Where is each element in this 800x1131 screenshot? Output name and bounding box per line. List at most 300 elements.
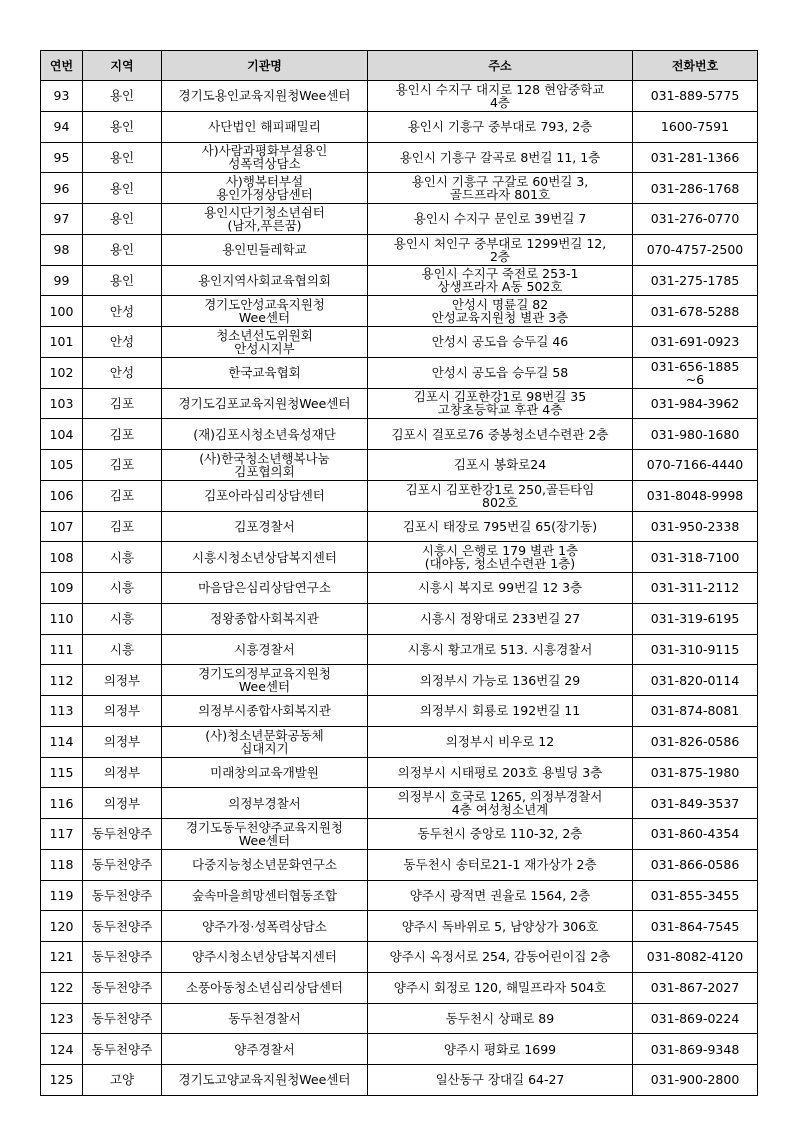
table-row bbox=[41, 603, 758, 634]
row-number: 108 bbox=[49, 549, 74, 565]
row-phone-cell bbox=[633, 942, 758, 973]
row-address-cell bbox=[368, 480, 633, 511]
row-organization: 사)행복터부설 용인가정상담센터 bbox=[216, 174, 313, 203]
header-address: 주소 bbox=[368, 51, 633, 81]
row-address: 양주시 광적면 권율로 1564, 2층 bbox=[409, 887, 591, 903]
row-phone: 031-900-2800 bbox=[650, 1072, 740, 1088]
directory-table bbox=[40, 50, 758, 1096]
row-address-cell bbox=[368, 296, 633, 327]
row-region: 김포 bbox=[109, 488, 135, 504]
table-row bbox=[41, 419, 758, 450]
row-number-cell bbox=[41, 81, 83, 112]
row-number: 95 bbox=[53, 149, 70, 165]
row-phone: 031-826-0586 bbox=[650, 734, 740, 750]
row-organization-cell bbox=[162, 388, 368, 419]
row-address-cell bbox=[368, 696, 633, 727]
row-number-cell bbox=[41, 1065, 83, 1096]
row-region: 안성 bbox=[109, 334, 135, 350]
row-organization: 경기도용인교육지원청Wee센터 bbox=[178, 88, 351, 104]
row-region: 용인 bbox=[109, 180, 135, 196]
row-region-cell bbox=[83, 357, 162, 388]
row-number: 96 bbox=[53, 180, 70, 196]
row-phone: 031-678-5288 bbox=[650, 303, 740, 319]
row-region: 용인 bbox=[109, 272, 135, 288]
table-row bbox=[41, 819, 758, 850]
table-row bbox=[41, 696, 758, 727]
row-address-cell bbox=[368, 942, 633, 973]
row-number-cell bbox=[41, 204, 83, 235]
table-row bbox=[41, 173, 758, 204]
row-phone-cell bbox=[633, 450, 758, 481]
row-phone: 031-984-3962 bbox=[650, 395, 740, 411]
row-region: 동두천양주 bbox=[91, 826, 153, 842]
row-organization: (재)김포시청소년육성재단 bbox=[193, 426, 336, 442]
row-number-cell bbox=[41, 450, 83, 481]
row-address: 시흥시 은행로 179 별관 1층 (대야동, 청소년수련관 1층) bbox=[421, 543, 579, 572]
row-organization-cell bbox=[162, 603, 368, 634]
row-address-cell bbox=[368, 81, 633, 112]
table-row bbox=[41, 911, 758, 942]
table-row bbox=[41, 726, 758, 757]
row-phone: 070-7166-4440 bbox=[646, 457, 744, 473]
row-organization-cell bbox=[162, 573, 368, 604]
row-region-cell bbox=[83, 788, 162, 819]
row-organization: 경기도안성교육지원청 Wee센터 bbox=[204, 297, 325, 326]
row-region-cell bbox=[83, 757, 162, 788]
row-phone-cell bbox=[633, 696, 758, 727]
row-region-cell bbox=[83, 142, 162, 173]
row-address: 용인시 수지구 문인로 39번길 7 bbox=[413, 211, 587, 227]
row-phone-cell bbox=[633, 1003, 758, 1034]
row-number: 119 bbox=[49, 887, 74, 903]
row-address: 시흥시 정왕대로 233번길 27 bbox=[419, 611, 581, 627]
row-number: 105 bbox=[49, 457, 74, 473]
row-phone-cell bbox=[633, 911, 758, 942]
row-address-cell bbox=[368, 1034, 633, 1065]
row-phone: 031-866-0586 bbox=[650, 857, 740, 873]
row-address-cell bbox=[368, 542, 633, 573]
row-phone-cell bbox=[633, 788, 758, 819]
row-region: 의정부 bbox=[103, 703, 141, 719]
row-number: 110 bbox=[49, 611, 74, 627]
row-address: 안성시 공도읍 승두길 46 bbox=[431, 334, 569, 350]
row-number-cell bbox=[41, 142, 83, 173]
row-region: 의정부 bbox=[103, 672, 141, 688]
row-address-cell bbox=[368, 665, 633, 696]
row-region-cell bbox=[83, 419, 162, 450]
header-phone: 전화번호 bbox=[633, 51, 758, 81]
row-organization: 한국교육협회 bbox=[228, 365, 301, 381]
row-phone-cell bbox=[633, 849, 758, 880]
row-number-cell bbox=[41, 788, 83, 819]
row-organization: 용인지역사회교육협의회 bbox=[198, 272, 331, 288]
row-organization-cell bbox=[162, 542, 368, 573]
row-phone-cell bbox=[633, 265, 758, 296]
row-address-cell bbox=[368, 173, 633, 204]
row-number: 100 bbox=[49, 303, 74, 319]
row-phone-cell bbox=[633, 603, 758, 634]
row-number-cell bbox=[41, 880, 83, 911]
table-row bbox=[41, 111, 758, 142]
row-address: 일산동구 장대길 64-27 bbox=[435, 1072, 565, 1088]
row-organization-cell bbox=[162, 911, 368, 942]
row-number: 99 bbox=[53, 272, 70, 288]
row-organization-cell bbox=[162, 111, 368, 142]
row-number: 124 bbox=[49, 1041, 74, 1057]
row-phone: 070-4757-2500 bbox=[646, 242, 744, 258]
row-region-cell bbox=[83, 634, 162, 665]
table-row bbox=[41, 665, 758, 696]
row-organization: 미래창의교육개발원 bbox=[210, 764, 319, 780]
row-organization: 경기도의정부교육지원청 Wee센터 bbox=[198, 666, 331, 695]
row-organization-cell bbox=[162, 972, 368, 1003]
row-organization-cell bbox=[162, 942, 368, 973]
row-organization-cell bbox=[162, 81, 368, 112]
row-phone: 031-820-0114 bbox=[650, 672, 740, 688]
row-address-cell bbox=[368, 880, 633, 911]
row-address-cell bbox=[368, 788, 633, 819]
row-number: 125 bbox=[49, 1072, 74, 1088]
row-address: 김포시 김포한강1로 98번길 35 고창초등학교 후관 4층 bbox=[413, 389, 587, 418]
row-address-cell bbox=[368, 911, 633, 942]
row-number-cell bbox=[41, 542, 83, 573]
row-organization-cell bbox=[162, 1065, 368, 1096]
row-organization-cell bbox=[162, 819, 368, 850]
row-organization-cell bbox=[162, 173, 368, 204]
row-region: 용인 bbox=[109, 211, 135, 227]
row-phone-cell bbox=[633, 204, 758, 235]
row-address: 의정부시 호국로 1265, 의정부경찰서 4층 여성청소년계 bbox=[397, 789, 603, 818]
row-region-cell bbox=[83, 327, 162, 358]
row-phone-cell bbox=[633, 173, 758, 204]
row-number: 121 bbox=[49, 949, 74, 965]
row-region: 안성 bbox=[109, 303, 135, 319]
row-organization: 시흥경찰서 bbox=[234, 641, 295, 657]
row-region-cell bbox=[83, 819, 162, 850]
row-address: 김포시 걸포로76 중봉청소년수련관 2층 bbox=[391, 426, 609, 442]
row-number-cell bbox=[41, 942, 83, 973]
row-number-cell bbox=[41, 849, 83, 880]
row-phone: 031-8082-4120 bbox=[646, 949, 744, 965]
row-address-cell bbox=[368, 1003, 633, 1034]
row-organization: 양주경찰서 bbox=[234, 1041, 295, 1057]
table-row bbox=[41, 757, 758, 788]
row-region-cell bbox=[83, 265, 162, 296]
row-organization: 김포경찰서 bbox=[234, 518, 295, 534]
row-organization: 소풍아동청소년심리상담센터 bbox=[186, 980, 343, 996]
row-organization-cell bbox=[162, 327, 368, 358]
row-number: 104 bbox=[49, 426, 74, 442]
row-phone: 031-319-6195 bbox=[650, 611, 740, 627]
row-address: 용인시 기흥구 중부대로 793, 2층 bbox=[407, 119, 593, 135]
row-phone-cell bbox=[633, 327, 758, 358]
row-region-cell bbox=[83, 573, 162, 604]
row-address: 김포시 봉화로24 bbox=[453, 457, 547, 473]
row-phone-cell bbox=[633, 972, 758, 1003]
row-number-cell bbox=[41, 634, 83, 665]
row-region-cell bbox=[83, 603, 162, 634]
row-phone: 031-691-0923 bbox=[650, 334, 740, 350]
row-number-cell bbox=[41, 388, 83, 419]
row-phone-cell bbox=[633, 357, 758, 388]
row-region: 동두천양주 bbox=[91, 1041, 153, 1057]
row-phone: 031-874-8081 bbox=[650, 703, 740, 719]
row-address: 용인시 처인구 중부대로 1299번길 12, 2층 bbox=[393, 235, 607, 264]
row-address: 안성시 공도읍 승두길 58 bbox=[431, 365, 569, 381]
row-address: 용인시 수지구 죽전로 253-1 상생프라자 A동 502호 bbox=[421, 266, 579, 295]
row-region-cell bbox=[83, 81, 162, 112]
table-row bbox=[41, 942, 758, 973]
row-region-cell bbox=[83, 1003, 162, 1034]
row-phone-cell bbox=[633, 81, 758, 112]
row-number-cell bbox=[41, 419, 83, 450]
row-organization: (사)청소년문화공동체 십대지기 bbox=[205, 727, 324, 756]
row-phone-cell bbox=[633, 142, 758, 173]
row-region-cell bbox=[83, 388, 162, 419]
row-phone: 031-310-9115 bbox=[650, 641, 740, 657]
row-number: 107 bbox=[49, 518, 74, 534]
row-phone: 031-281-1366 bbox=[650, 149, 740, 165]
table-row bbox=[41, 511, 758, 542]
row-region-cell bbox=[83, 296, 162, 327]
row-number: 117 bbox=[49, 826, 74, 842]
header-no: 연번 bbox=[41, 51, 83, 81]
row-phone-cell bbox=[633, 1065, 758, 1096]
row-phone-cell bbox=[633, 880, 758, 911]
row-address: 양주시 옥정서로 254, 감동어린이집 2층 bbox=[389, 949, 611, 965]
row-phone: 1600-7591 bbox=[660, 119, 730, 135]
row-region-cell bbox=[83, 849, 162, 880]
row-region-cell bbox=[83, 450, 162, 481]
row-organization-cell bbox=[162, 757, 368, 788]
row-organization-cell bbox=[162, 849, 368, 880]
table-row bbox=[41, 1065, 758, 1096]
row-phone: 031-980-1680 bbox=[650, 426, 740, 442]
row-address-cell bbox=[368, 327, 633, 358]
row-number: 101 bbox=[49, 334, 74, 350]
row-address: 안성시 명륜길 82 안성교육지원청 별관 3층 bbox=[431, 297, 569, 326]
row-number-cell bbox=[41, 1003, 83, 1034]
table-row bbox=[41, 357, 758, 388]
row-address: 의정부시 시태평로 203호 용빌딩 3층 bbox=[397, 764, 603, 780]
row-number-cell bbox=[41, 173, 83, 204]
row-region-cell bbox=[83, 911, 162, 942]
row-address-cell bbox=[368, 819, 633, 850]
row-number-cell bbox=[41, 357, 83, 388]
row-phone-cell bbox=[633, 1034, 758, 1065]
row-phone-cell bbox=[633, 634, 758, 665]
row-phone-cell bbox=[633, 665, 758, 696]
row-organization-cell bbox=[162, 142, 368, 173]
row-phone-cell bbox=[633, 573, 758, 604]
row-phone: 031-286-1768 bbox=[650, 180, 740, 196]
row-organization: 용인시단기청소년쉼터 (남자,푸른꿈) bbox=[204, 204, 325, 233]
row-address-cell bbox=[368, 357, 633, 388]
row-region-cell bbox=[83, 173, 162, 204]
row-organization-cell bbox=[162, 204, 368, 235]
row-address-cell bbox=[368, 573, 633, 604]
row-organization: 숲속마을희망센터협동조합 bbox=[192, 887, 337, 903]
row-organization-cell bbox=[162, 357, 368, 388]
row-organization-cell bbox=[162, 296, 368, 327]
row-region-cell bbox=[83, 542, 162, 573]
row-number-cell bbox=[41, 511, 83, 542]
row-phone: 031-889-5775 bbox=[650, 88, 740, 104]
row-number: 102 bbox=[49, 365, 74, 381]
table-row bbox=[41, 234, 758, 265]
table-row bbox=[41, 296, 758, 327]
table-row bbox=[41, 327, 758, 358]
row-number-cell bbox=[41, 111, 83, 142]
row-number: 106 bbox=[49, 488, 74, 504]
row-number: 112 bbox=[49, 672, 74, 688]
row-organization-cell bbox=[162, 880, 368, 911]
row-region: 고양 bbox=[109, 1072, 135, 1088]
row-organization-cell bbox=[162, 1003, 368, 1034]
row-address: 양주시 평화로 1699 bbox=[443, 1041, 557, 1057]
row-organization-cell bbox=[162, 234, 368, 265]
row-number: 109 bbox=[49, 580, 74, 596]
row-region: 동두천양주 bbox=[91, 857, 153, 873]
row-organization: 용인민들레학교 bbox=[222, 242, 307, 258]
row-address-cell bbox=[368, 204, 633, 235]
row-phone: 031-276-0770 bbox=[650, 211, 740, 227]
table-row bbox=[41, 849, 758, 880]
row-number: 116 bbox=[49, 795, 74, 811]
row-organization: 사단법인 해피패밀리 bbox=[208, 119, 321, 135]
row-address: 양주시 회정로 120, 해밀프라자 504호 bbox=[393, 980, 607, 996]
row-region-cell bbox=[83, 511, 162, 542]
table-row bbox=[41, 480, 758, 511]
row-number-cell bbox=[41, 757, 83, 788]
row-organization: 시흥시청소년상담복지센터 bbox=[192, 549, 337, 565]
row-organization-cell bbox=[162, 726, 368, 757]
table-row bbox=[41, 1034, 758, 1065]
row-region-cell bbox=[83, 204, 162, 235]
row-phone-cell bbox=[633, 111, 758, 142]
row-phone-cell bbox=[633, 511, 758, 542]
row-organization-cell bbox=[162, 265, 368, 296]
row-phone: 031-864-7545 bbox=[650, 918, 740, 934]
row-region-cell bbox=[83, 696, 162, 727]
row-number: 98 bbox=[53, 242, 70, 258]
row-organization: 다중지능청소년문화연구소 bbox=[192, 857, 337, 873]
row-region-cell bbox=[83, 665, 162, 696]
row-region: 김포 bbox=[109, 518, 135, 534]
row-organization: 사)사람과평화부설용인 성폭력상담소 bbox=[201, 143, 328, 172]
row-phone: 031-869-0224 bbox=[650, 1010, 740, 1026]
row-organization: 경기도동두천양주교육지원청 Wee센터 bbox=[186, 819, 343, 848]
row-phone: 031-275-1785 bbox=[650, 272, 740, 288]
row-number-cell bbox=[41, 1034, 83, 1065]
row-region: 시흥 bbox=[109, 549, 135, 565]
row-organization: 청소년선도위원회 안성시지부 bbox=[216, 327, 313, 356]
header-org: 기관명 bbox=[162, 51, 368, 81]
row-number: 118 bbox=[49, 857, 74, 873]
row-phone-cell bbox=[633, 542, 758, 573]
row-region: 동두천양주 bbox=[91, 887, 153, 903]
row-region: 시흥 bbox=[109, 611, 135, 627]
row-phone: 031-318-7100 bbox=[650, 549, 740, 565]
row-region-cell bbox=[83, 234, 162, 265]
row-region-cell bbox=[83, 111, 162, 142]
table-row bbox=[41, 265, 758, 296]
row-number: 97 bbox=[53, 211, 70, 227]
row-number-cell bbox=[41, 911, 83, 942]
row-address-cell bbox=[368, 1065, 633, 1096]
row-organization-cell bbox=[162, 450, 368, 481]
row-organization-cell bbox=[162, 419, 368, 450]
row-phone: 031-860-4354 bbox=[650, 826, 740, 842]
row-organization: 마음담은심리상담연구소 bbox=[198, 580, 331, 596]
row-address: 동두천시 중앙로 110-32, 2층 bbox=[417, 826, 583, 842]
row-phone-cell bbox=[633, 480, 758, 511]
row-number-cell bbox=[41, 972, 83, 1003]
row-number: 94 bbox=[53, 119, 70, 135]
row-region: 용인 bbox=[109, 149, 135, 165]
row-organization: 의정부경찰서 bbox=[228, 795, 301, 811]
row-number-cell bbox=[41, 265, 83, 296]
row-phone: 031-8048-9998 bbox=[646, 488, 744, 504]
table-row bbox=[41, 81, 758, 112]
row-address-cell bbox=[368, 142, 633, 173]
row-region: 김포 bbox=[109, 426, 135, 442]
row-address-cell bbox=[368, 234, 633, 265]
table-row bbox=[41, 388, 758, 419]
row-address: 시흥시 황고개로 513. 시흥경찰서 bbox=[407, 641, 593, 657]
row-address: 의정부시 회룡로 192번길 11 bbox=[419, 703, 581, 719]
row-region-cell bbox=[83, 726, 162, 757]
row-address: 의정부시 비우로 12 bbox=[445, 734, 555, 750]
row-region: 안성 bbox=[109, 365, 135, 381]
row-address-cell bbox=[368, 450, 633, 481]
row-address: 용인시 수지구 대지로 128 현암중학교 4층 bbox=[395, 81, 605, 110]
row-region-cell bbox=[83, 942, 162, 973]
row-phone: 031-656-1885 ~6 bbox=[650, 358, 740, 387]
row-region: 용인 bbox=[109, 242, 135, 258]
row-phone-cell bbox=[633, 419, 758, 450]
row-address: 김포시 태장로 795번길 65(장기동) bbox=[402, 518, 598, 534]
row-number-cell bbox=[41, 234, 83, 265]
table-row bbox=[41, 142, 758, 173]
row-phone: 031-869-9348 bbox=[650, 1041, 740, 1057]
row-region: 김포 bbox=[109, 395, 135, 411]
row-region: 동두천양주 bbox=[91, 980, 153, 996]
row-address: 동두천시 상패로 89 bbox=[445, 1010, 555, 1026]
row-number: 93 bbox=[53, 88, 70, 104]
row-number: 111 bbox=[49, 641, 74, 657]
row-organization-cell bbox=[162, 696, 368, 727]
row-number-cell bbox=[41, 296, 83, 327]
row-region: 동두천양주 bbox=[91, 918, 153, 934]
row-organization-cell bbox=[162, 480, 368, 511]
row-phone-cell bbox=[633, 234, 758, 265]
row-number-cell bbox=[41, 603, 83, 634]
row-phone-cell bbox=[633, 388, 758, 419]
row-phone: 031-950-2338 bbox=[650, 518, 740, 534]
row-number: 114 bbox=[49, 734, 74, 750]
row-address-cell bbox=[368, 972, 633, 1003]
row-phone-cell bbox=[633, 819, 758, 850]
table-row bbox=[41, 204, 758, 235]
row-phone: 031-311-2112 bbox=[650, 580, 740, 596]
row-number-cell bbox=[41, 665, 83, 696]
row-number-cell bbox=[41, 726, 83, 757]
row-phone-cell bbox=[633, 296, 758, 327]
row-organization: 경기도김포교육지원청Wee센터 bbox=[178, 395, 351, 411]
row-number: 115 bbox=[49, 764, 74, 780]
table-row bbox=[41, 880, 758, 911]
